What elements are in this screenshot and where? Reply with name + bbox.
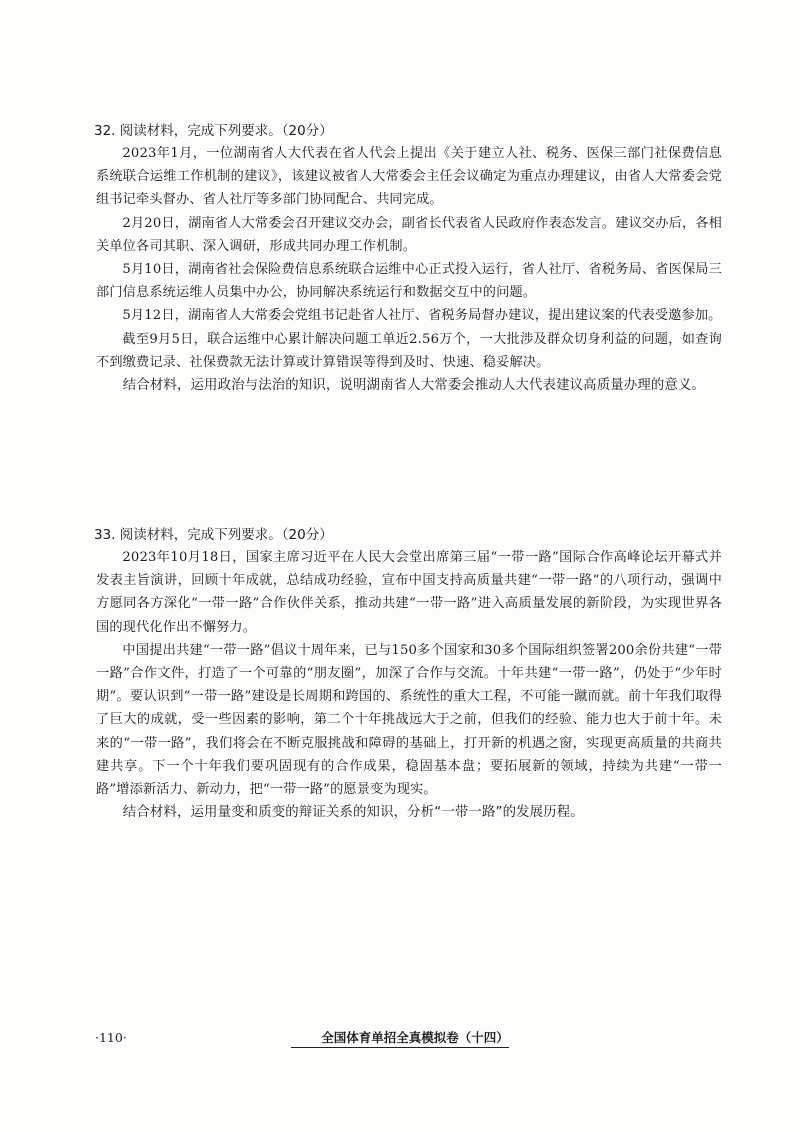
page-number: ·110· bbox=[95, 1030, 127, 1045]
q32-paragraph-1: 2023年1月，一位湖南省人大代表在省人代会上提出《关于建立人社、税务、医保三部门社保费信息系统联合运维工作机制的建议》，该建议被省人大常委会主任会议确定为重点办理建议，由省人大常委会党组书记牵头督办、省人社厅等多部门协同配合、共同完成。 bbox=[96, 146, 722, 208]
question-32-header: 32. 阅读材料，完成下列要求。（20分） bbox=[94, 123, 333, 139]
q32-task: 结合材料，运用政治与法治的知识，说明湖南省人大常委会推动人大代表建议高质量办理的意义。 bbox=[122, 378, 706, 394]
q32-paragraph-2: 2月20日，湖南省人大常委会召开建议交办会，副省长代表省人民政府作表态发言。建议交办后，各相关单位各司其职、深入调研，形成共同办理工作机制。 bbox=[96, 215, 722, 254]
question-32 bbox=[96, 120, 722, 397]
footer-title bbox=[0, 1028, 800, 1048]
q33-paragraph-2: 中国提出共建“一带一路”倡议十周年来，已与150多个国家和30多个国际组织签署200余份共建“一带一路”合作文件，打造了一个可靠的“朋友圈”，加深了合作与交流。十年共建“一带一路”，仍处于“少年时期”。要认识到“一带一路”建设是长周期和跨国的、系统性的重大工程，不可能一蹴而就。前十年我们取得了巨大的成就，受一些因素的影响，第二个十年挑战远大于之前，但我们的经验、能力也大于前十年。未来的“一带一路”，我们将会在不断克服挑战和障碍的基础上，打开新的机遇之窗，实现更高质量的共商共建共享。下一个十年我们要巩固现有的合作成果，稳固基本盘；要拓展新的领域，持续为共建“一带一路”增添新活力、新动力，把“一带一路”的愿景变为现实。 bbox=[96, 642, 722, 798]
q33-paragraph-1: 2023年10月18日，国家主席习近平在人民大会堂出席第三届“一带一路”国际合作高峰论坛开幕式并发表主旨演讲，回顾十年成就，总结成功经验，宣布中国支持高质量共建“一带一路”的八项行动，强调中方愿同各方深化“一带一路”合作伙伴关系，推动共建“一带一路”进入高质量发展的新阶段，为实现世界各国的现代化作出不懈努力。 bbox=[96, 550, 722, 635]
q32-paragraph-3: 5月10日，湖南省社会保险费信息系统联合运维中心正式投入运行，省人社厅、省税务局、省医保局三部门信息系统运维人员集中办公，协同解决系统运行和数据交互中的问题。 bbox=[96, 262, 722, 301]
q33-task: 结合材料，运用量变和质变的辩证关系的知识，分析“一带一路”的发展历程。 bbox=[122, 805, 584, 821]
q32-paragraph-5: 截至9月5日，联合运维中心累计解决问题工单近2.56万个，一大批涉及群众切身利益的问题，如查询不到缴费记录、社保费款无法计算或计算错误等得到及时、快速、稳妥解决。 bbox=[96, 331, 722, 370]
footer-title-text: 全国体育单招全真模拟卷（十四） bbox=[291, 1028, 509, 1048]
question-33-header: 33. 阅读材料，完成下列要求。（20分） bbox=[94, 527, 333, 543]
question-33 bbox=[96, 524, 722, 824]
q32-paragraph-4: 5月12日，湖南省人大常委会党组书记赴省人社厅、省税务局督办建议，提出建议案的代表受邀参加。 bbox=[122, 308, 722, 324]
